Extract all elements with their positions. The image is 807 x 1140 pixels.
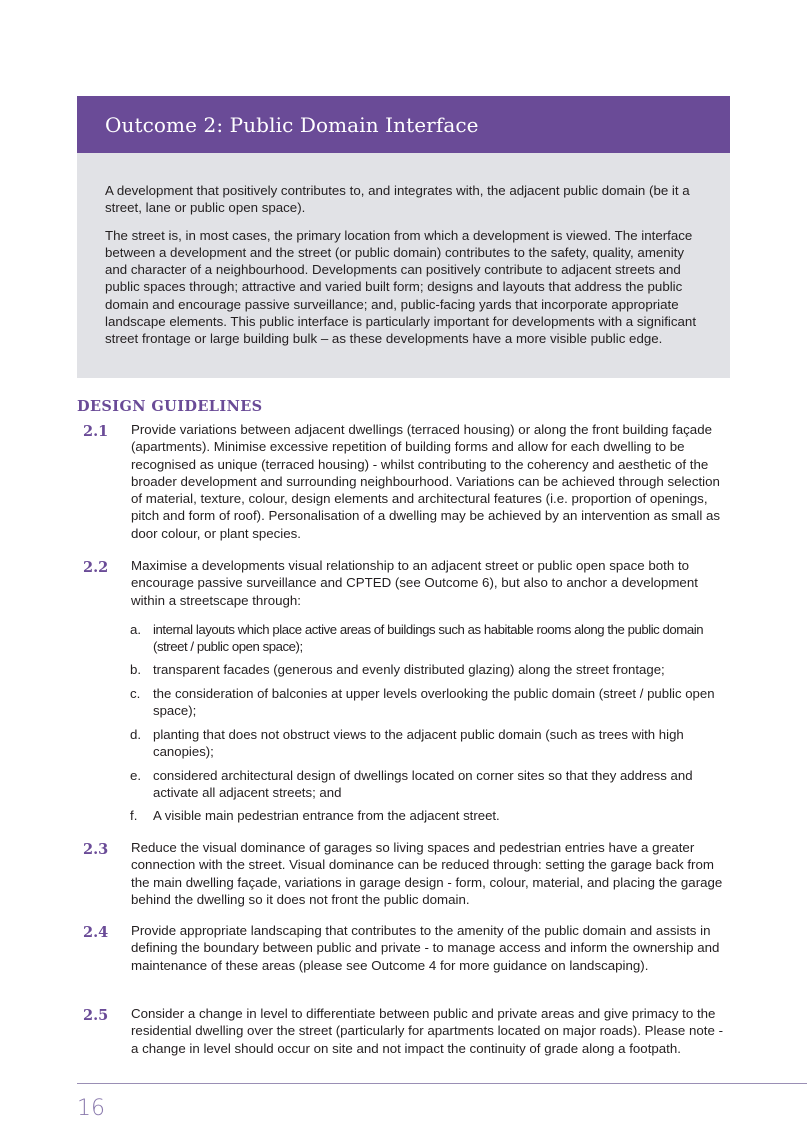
guideline-text: Consider a change in level to differentiate between public and private areas and give primacy to the residential dwelling over the street (particularly for apartments located on major roads). Please note - a change in level should occur on site and not impact the continuity of grade along a footpath. bbox=[131, 1006, 723, 1056]
subitem-letter: f. bbox=[130, 808, 138, 823]
subitem-letter: e. bbox=[130, 768, 142, 783]
subitem-text: considered architectural design of dwellings located on corner sites so that they address and activate all adjacent streets; and bbox=[153, 768, 693, 800]
subitem-text: the consideration of balconies at upper levels overlooking the public domain (street / public open space); bbox=[153, 686, 715, 718]
guideline-text: Provide appropriate landscaping that contributes to the amenity of the public domain and assists in defining the boundary between public and private - to manage access and inform the ownership and maintenance of these areas (please see Outcome 4 for more guidance on landscaping). bbox=[131, 923, 720, 973]
footer-divider bbox=[77, 1083, 807, 1084]
guideline-number: 2.2 bbox=[83, 559, 109, 576]
guideline-text: Provide variations between adjacent dwellings (terraced housing) or along the front building façade (apartments). Minimise excessive repetition of building forms and allow for each dwelling to be recognised as unique (terraced housing) - whilst contributing to the coherency and aesthetic of the broader development and surrounding neighbourhood. Variations can be achieved through selection of material, texture, colour, design elements and architectural features (i.e. proportion of openings, pitch and form of roof). Personalisation of a dwelling may be achieved by an intervention as small as door colour, or plant species. bbox=[131, 422, 721, 541]
subitem-text: A visible main pedestrian entrance from the adjacent street. bbox=[153, 808, 500, 823]
subitem-text: internal layouts which place active areas of buildings such as habitable rooms along the public domain (street / public open space); bbox=[153, 622, 704, 654]
guideline-number: 2.4 bbox=[83, 924, 109, 941]
guideline-text: Maximise a developments visual relationship to an adjacent street or public open space both to encourage passive surveillance and CPTED (see Outcome 6), but also to anchor a development within a streetscape through: bbox=[131, 558, 698, 608]
intro-panel bbox=[77, 153, 730, 378]
page-number: 16 bbox=[77, 1096, 105, 1121]
outcome-banner bbox=[77, 96, 730, 153]
design-guidelines-heading: DESIGN GUIDELINES bbox=[77, 398, 263, 415]
guideline-number: 2.3 bbox=[83, 841, 109, 858]
subitem-text: planting that does not obstruct views to the adjacent public domain (such as trees with high canopies); bbox=[153, 727, 684, 759]
subitem-letter: c. bbox=[130, 686, 141, 701]
subitem-text: transparent facades (generous and evenly distributed glazing) along the street frontage; bbox=[153, 662, 665, 677]
guideline-number: 2.1 bbox=[83, 423, 109, 440]
outcome-title: Outcome 2: Public Domain Interface bbox=[105, 113, 479, 137]
subitem-letter: d. bbox=[130, 727, 142, 742]
guideline-text: Reduce the visual dominance of garages so living spaces and pedestrian entries have a greater connection with the street. Visual dominance can be reduced through: setting the garage back from the main dwelling façade, variations in garage design - form, colour, material, and placing the garage behind the dwelling so it does not front the public domain. bbox=[131, 840, 723, 907]
subitem-letter: b. bbox=[130, 662, 142, 677]
subitem-letter: a. bbox=[130, 622, 142, 637]
intro-paragraph-1: A development that positively contributes to, and integrates with, the adjacent public domain (be it a street, lane or public open space). bbox=[105, 183, 690, 216]
guideline-number: 2.5 bbox=[83, 1007, 109, 1024]
intro-paragraph-2: The street is, in most cases, the primary location from which a development is viewed. The interface between a development and the street (or public domain) contributes to the safety, quality, amenity and character of a neighbourhood. Developments can positively contribute to adjacent streets and public spaces through; attractive and varied built form; designs and layouts that address the public domain and encourage passive surveillance; and, public-facing yards that incorporate appropriate landscape elements. This public interface is particularly important for developments with a significant street frontage or large building bulk – as these developments have a more visible public edge. bbox=[105, 227, 697, 347]
